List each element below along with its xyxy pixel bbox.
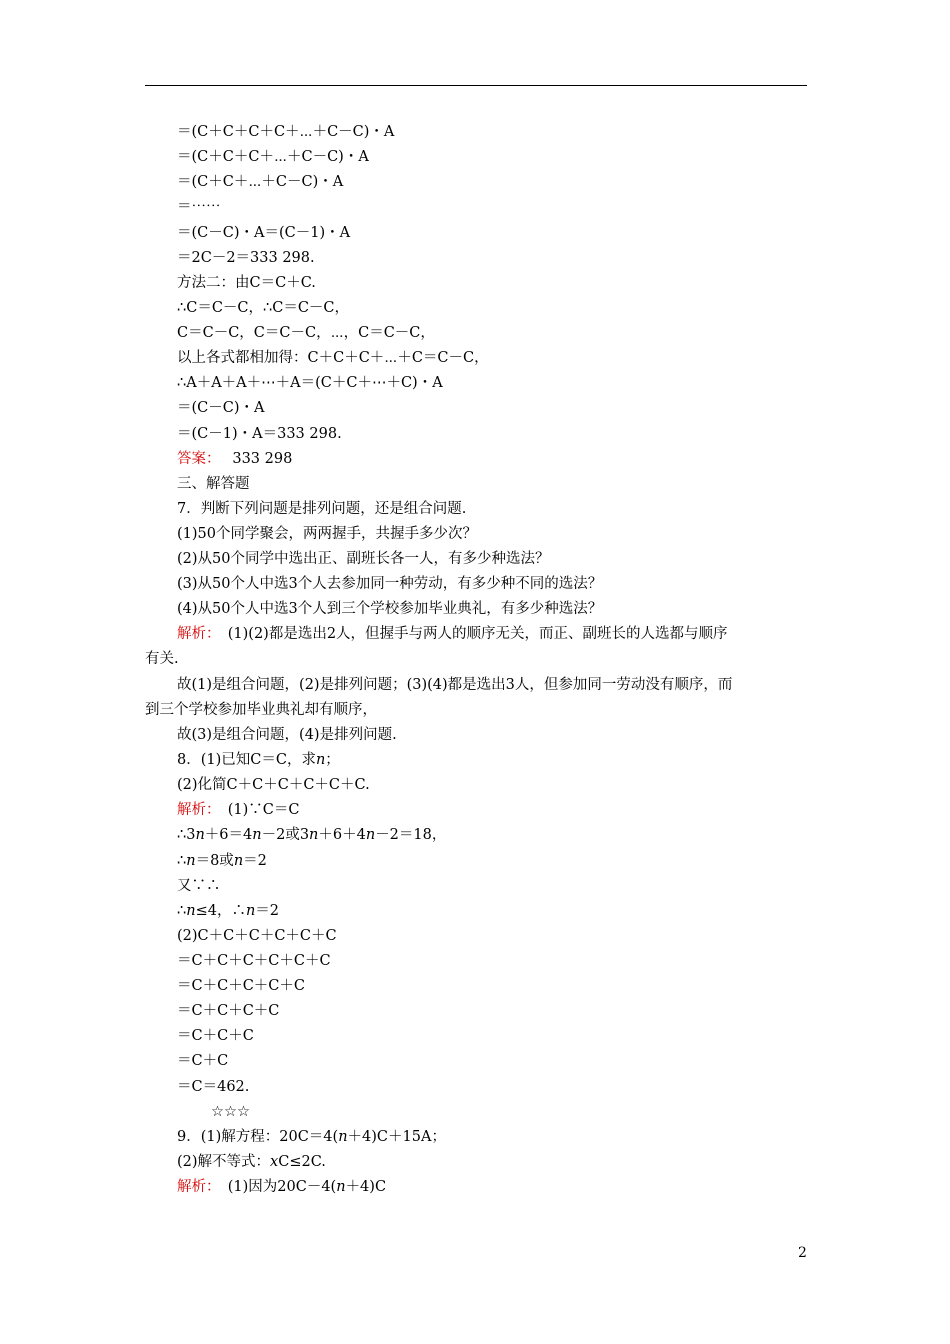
- text-line: [177, 1127, 446, 1147]
- text-segment: n: [315, 752, 326, 768]
- text-line: [177, 348, 489, 368]
- text-line: [177, 223, 350, 243]
- text-line: [177, 624, 728, 644]
- text-line: [177, 298, 349, 318]
- header-rule: [145, 85, 807, 86]
- text-line: [177, 1051, 228, 1071]
- text-line: [177, 800, 299, 820]
- text-line: [177, 524, 477, 544]
- text-line: [177, 147, 369, 167]
- text-segment: (1)因为20C－4(: [213, 1179, 337, 1195]
- text-segment: －2＝18，: [375, 827, 447, 843]
- text-segment: ＝(C－C)・A: [177, 400, 265, 416]
- text-line: [177, 599, 602, 619]
- text-segment: (2)解不等式：: [177, 1154, 271, 1170]
- text-segment: ＝2C－2＝333 298.: [177, 250, 315, 266]
- text-segment: ＝C＋C＋C＋C＋C＋C: [177, 953, 331, 969]
- text-line: [145, 649, 179, 669]
- text-segment: (1)(2)都是选出2人，但握手与两人的顺序无关，而正、副班长的人选都与顺序: [213, 626, 728, 642]
- text-line: [177, 248, 315, 268]
- text-segment: ＝C＋C＋C: [177, 1028, 254, 1044]
- text-line: [177, 373, 443, 393]
- text-segment: C≤2C.: [278, 1154, 326, 1170]
- text-line: [177, 474, 250, 494]
- text-segment: ＝(C－C)・A＝(C－1)・A: [177, 225, 351, 241]
- text-line: [177, 398, 264, 418]
- text-line: [177, 976, 305, 996]
- text-segment: ∴: [177, 903, 187, 919]
- text-segment: －2或3: [261, 827, 310, 843]
- text-segment: ＝C＋C: [177, 1053, 229, 1069]
- text-segment: 以上各式都相加得：C＋C＋C＋⋯＋C＝C－C，: [177, 350, 489, 366]
- text-segment: ＝C＋C＋C＋C＋C: [177, 978, 305, 994]
- text-segment: n: [233, 853, 244, 869]
- text-line: [177, 725, 397, 745]
- text-segment: (2)化简C＋C＋C＋C＋C＋C.: [177, 777, 370, 793]
- text-line: [177, 675, 732, 695]
- text-segment: 又∵∴: [177, 878, 221, 894]
- section-label: 答案：: [177, 451, 214, 467]
- text-segment: ＝(C＋C＋⋯＋C－C)・A: [177, 174, 344, 190]
- text-line: [177, 1177, 386, 1197]
- text-segment: 方法二：由C＝C＋C.: [177, 275, 316, 291]
- text-segment: 三、解答题: [177, 476, 250, 492]
- text-segment: ＝8或: [195, 853, 234, 869]
- text-line: [177, 122, 394, 142]
- text-segment: (2)C＋C＋C＋C＋C＋C: [177, 928, 337, 944]
- text-line: [177, 825, 446, 845]
- text-segment: (1)50个同学聚会，两两握手，共握手多少次？: [177, 526, 477, 542]
- text-segment: n: [252, 827, 262, 843]
- text-segment: ＝C＝462.: [177, 1079, 250, 1095]
- text-line: [177, 951, 331, 971]
- text-segment: ＝⋯⋯: [177, 199, 221, 215]
- text-segment: 333 298: [213, 451, 293, 467]
- text-line: [177, 1077, 249, 1097]
- text-segment: ＝2: [255, 903, 280, 919]
- text-segment: ；: [325, 752, 340, 768]
- text-line: [177, 449, 292, 469]
- text-segment: ∴A＋A＋A＋⋯＋A＝(C＋C＋⋯＋C)・A: [177, 375, 443, 391]
- text-segment: ∴: [177, 853, 187, 869]
- text-segment: 7．判断下列问题是排列问题，还是组合问题.: [177, 501, 467, 517]
- text-segment: n: [338, 1129, 348, 1145]
- text-line: [177, 876, 221, 896]
- text-segment: ＝(C－1)・A＝333 298.: [177, 426, 342, 442]
- text-segment: ∴C＝C－C，∴C＝C－C，: [177, 300, 350, 316]
- text-segment: x: [270, 1154, 279, 1170]
- text-segment: C＝C－C，C＝C－C，⋯，C＝C－C，: [177, 325, 435, 341]
- text-line: [177, 1152, 326, 1172]
- text-segment: 到三个学校参加毕业典礼却有顺序，: [145, 702, 377, 718]
- text-segment: ＋4)C＋15A；: [347, 1129, 446, 1145]
- text-segment: 故(3)是组合问题，(4)是排列问题.: [177, 727, 397, 743]
- text-line: [177, 424, 342, 444]
- text-segment: n: [336, 1179, 346, 1195]
- text-segment: ＝(C＋C＋C＋C＋⋯＋C－C)・A: [177, 124, 395, 140]
- text-line: [177, 499, 466, 519]
- text-segment: ＋6＝4: [204, 827, 253, 843]
- text-segment: ∴3: [177, 827, 196, 843]
- text-segment: ＋6＋4: [318, 827, 366, 843]
- text-segment: n: [245, 903, 256, 919]
- text-segment: ＝C＋C＋C＋C: [177, 1003, 280, 1019]
- text-line: [177, 1026, 254, 1046]
- text-line: [177, 775, 370, 795]
- text-line: [177, 926, 337, 946]
- text-line: [177, 851, 267, 871]
- section-label: 解析：: [177, 1179, 214, 1195]
- section-label: 解析：: [177, 626, 214, 642]
- text-line: [211, 1102, 250, 1122]
- text-line: [177, 750, 340, 770]
- text-segment: 8．(1)已知C＝C，求: [177, 752, 316, 768]
- text-segment: n: [186, 853, 196, 869]
- text-line: [177, 197, 221, 217]
- page-number: 2: [798, 1245, 807, 1261]
- text-segment: n: [186, 903, 196, 919]
- text-segment: n: [365, 827, 376, 843]
- text-line: [177, 574, 602, 594]
- text-segment: ＋4)C: [345, 1179, 387, 1195]
- text-segment: (1)∵C＝C: [213, 802, 300, 818]
- text-segment: ＝(C＋C＋C＋⋯＋C－C)・A: [177, 149, 369, 165]
- text-line: [177, 172, 343, 192]
- text-segment: n: [195, 827, 205, 843]
- text-line: [177, 323, 435, 343]
- text-segment: n: [309, 827, 319, 843]
- text-segment: ＝2: [243, 853, 267, 869]
- text-segment: (2)从50个同学中选出正、副班长各一人，有多少种选法？: [177, 551, 550, 567]
- text-segment: 9．(1)解方程：20C＝4(: [177, 1129, 339, 1145]
- text-line: [177, 1001, 279, 1021]
- text-segment: 故(1)是组合问题，(2)是排列问题；(3)(4)都是选出3人，但参加同一劳动没有顺序，而: [177, 677, 733, 693]
- text-segment: (3)从50个人中选3个人去参加同一种劳动，有多少种不同的选法？: [177, 576, 603, 592]
- text-line: [177, 901, 279, 921]
- text-segment: 有关.: [145, 651, 179, 667]
- text-segment: ☆☆☆: [211, 1104, 250, 1120]
- section-label: 解析：: [177, 802, 214, 818]
- text-line: [177, 273, 316, 293]
- text-segment: (4)从50个人中选3个人到三个学校参加毕业典礼，有多少种选法？: [177, 601, 603, 617]
- text-line: [177, 549, 550, 569]
- text-segment: ≤4，∴: [195, 903, 246, 919]
- text-line: [145, 700, 377, 720]
